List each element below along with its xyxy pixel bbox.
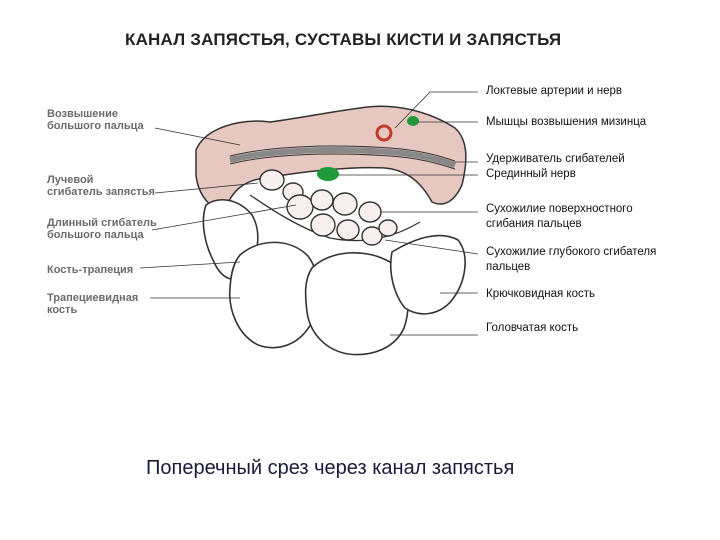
page-title: КАНАЛ ЗАПЯСТЬЯ, СУСТАВЫ КИСТИ И ЗАПЯСТЬЯ [125, 30, 562, 49]
label-superficial-flexor-tendon: Сухожилие поверхностного сгибания пальцев [486, 203, 633, 230]
hamate-bone [391, 236, 465, 314]
label-trapezoid: Трапециевидная кость [47, 292, 139, 316]
figure-caption: Поперечный срез через канал запястья [146, 457, 515, 479]
label-hypothenar-muscles: Мышцы возвышения мизинца [486, 116, 647, 128]
label-ulnar-artery-nerve: Локтевые артерии и нерв [486, 85, 622, 97]
label-thenar-eminence: Возвышение большого пальца [47, 108, 144, 132]
label-hamate: Крючковидная кость [486, 288, 595, 300]
label-retinaculum-median-nerve: Удерживатель сгибателей Срединный нерв [486, 153, 625, 180]
label-capitate: Головчатая кость [486, 322, 579, 334]
label-deep-flexor-tendon: Сухожилие глубокого сгибателя пальцев [486, 246, 657, 273]
label-radial-flexor: Лучевой сгибатель запястья [47, 174, 155, 198]
label-long-flexor-thumb: Длинный сгибатель большого пальца [47, 217, 157, 241]
median-nerve [317, 167, 339, 181]
label-trapezium: Кость-трапеция [47, 264, 134, 276]
ulnar-nerve [407, 116, 419, 126]
